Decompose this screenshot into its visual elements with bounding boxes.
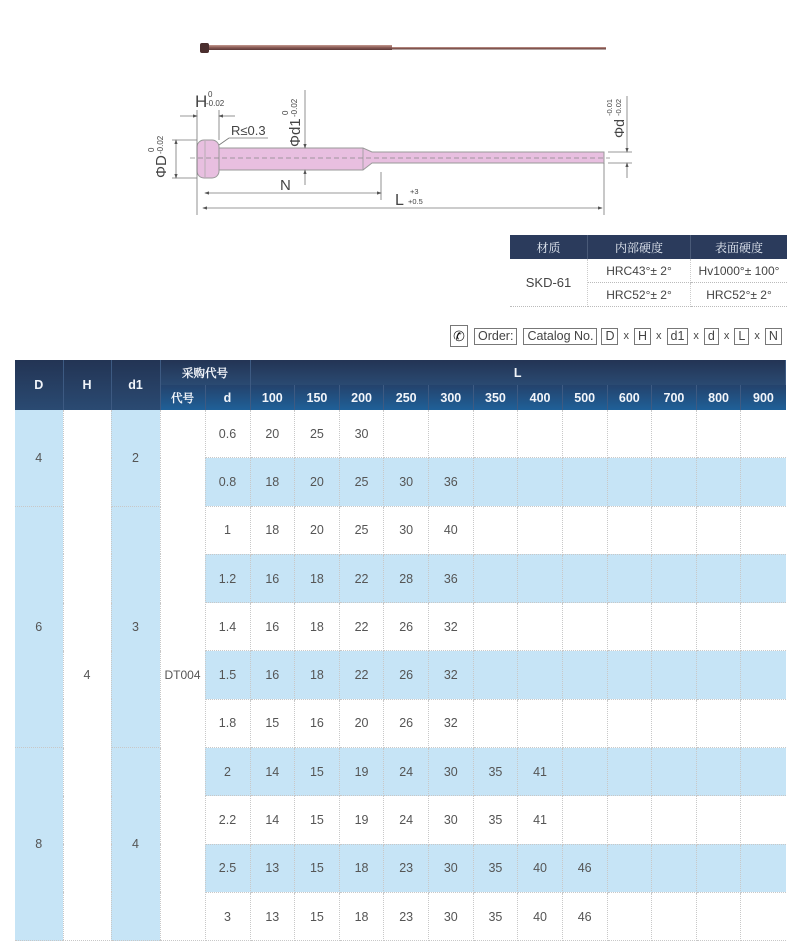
header-d1: d1 xyxy=(111,360,160,410)
cell-N: 18 xyxy=(339,844,384,892)
cell-N: 18 xyxy=(339,892,384,940)
cell-N: 25 xyxy=(295,410,340,458)
cell-N xyxy=(562,506,607,554)
cell-N xyxy=(518,506,563,554)
cell-D: 6 xyxy=(15,506,63,747)
cell-N: 20 xyxy=(339,699,384,747)
cell-N xyxy=(652,506,697,554)
cell-N xyxy=(518,651,563,699)
small-d-tol-upper: -0.01 xyxy=(605,98,614,116)
internal-hardness-header: 内部硬度 xyxy=(588,235,691,259)
cell-N xyxy=(741,748,786,796)
cell-N: 32 xyxy=(429,651,474,699)
cell-N xyxy=(696,410,741,458)
cell-N xyxy=(696,651,741,699)
table-row xyxy=(15,748,786,796)
table-row xyxy=(15,506,786,554)
order-field-d: D xyxy=(601,328,618,345)
cell-N xyxy=(473,651,518,699)
n-label: N xyxy=(280,177,291,194)
l-tol-lower: +0.5 xyxy=(408,197,423,206)
cell-N: 35 xyxy=(473,892,518,940)
cell-N xyxy=(607,892,652,940)
cell-N: 15 xyxy=(295,844,340,892)
cell-N: 28 xyxy=(384,554,429,602)
cell-N: 36 xyxy=(429,554,474,602)
cell-N xyxy=(652,651,697,699)
cell-N: 16 xyxy=(250,603,295,651)
cell-N xyxy=(652,699,697,747)
cell-N: 19 xyxy=(339,796,384,844)
cell-d: 2.5 xyxy=(205,844,250,892)
cell-N: 23 xyxy=(384,844,429,892)
cell-N xyxy=(562,748,607,796)
cell-N xyxy=(741,458,786,506)
cell-N: 46 xyxy=(562,892,607,940)
cell-N xyxy=(696,458,741,506)
cell-N xyxy=(384,410,429,458)
cell-N: 46 xyxy=(562,844,607,892)
cell-d: 1.5 xyxy=(205,651,250,699)
h-label: H xyxy=(195,92,208,111)
cell-d: 2 xyxy=(205,748,250,796)
table-row xyxy=(15,410,786,458)
header-L-100: 100 xyxy=(250,385,295,410)
cell-d: 3 xyxy=(205,892,250,940)
l-tol-upper: +3 xyxy=(410,187,419,196)
header-L-400: 400 xyxy=(518,385,563,410)
cell-N xyxy=(607,651,652,699)
cell-N: 18 xyxy=(295,554,340,602)
cell-H: 4 xyxy=(63,410,111,941)
header-L-800: 800 xyxy=(696,385,741,410)
cell-d1: 2 xyxy=(111,410,160,506)
cell-N xyxy=(473,410,518,458)
cell-N xyxy=(741,506,786,554)
cell-N xyxy=(473,603,518,651)
cell-N: 25 xyxy=(339,506,384,554)
cell-N xyxy=(652,796,697,844)
cell-N: 30 xyxy=(384,506,429,554)
separator: x xyxy=(723,330,730,342)
cell-d: 0.6 xyxy=(205,410,250,458)
cell-N xyxy=(652,554,697,602)
cell-N: 32 xyxy=(429,603,474,651)
d-tol-upper: 0 xyxy=(147,147,156,152)
cell-N xyxy=(473,458,518,506)
header-L-700: 700 xyxy=(652,385,697,410)
cell-N: 30 xyxy=(429,748,474,796)
cell-N xyxy=(741,651,786,699)
header-L-500: 500 xyxy=(562,385,607,410)
cell-N: 35 xyxy=(473,748,518,796)
cell-N xyxy=(741,410,786,458)
header-L-600: 600 xyxy=(607,385,652,410)
cell-N: 20 xyxy=(250,410,295,458)
cell-N xyxy=(473,699,518,747)
cell-N xyxy=(741,699,786,747)
phone-icon: ✆ xyxy=(450,325,468,347)
cell-N: 15 xyxy=(250,699,295,747)
separator: x xyxy=(623,330,629,342)
cell-N xyxy=(607,699,652,747)
cell-N xyxy=(696,844,741,892)
material-header: 材质 xyxy=(510,235,588,259)
cell-N xyxy=(607,506,652,554)
cell-N xyxy=(741,796,786,844)
d-label: ΦD xyxy=(153,155,170,178)
order-label: Order: xyxy=(474,328,517,345)
d1-label: Φd1 xyxy=(287,118,304,147)
header-L-300: 300 xyxy=(429,385,474,410)
cell-d: 0.8 xyxy=(205,458,250,506)
cell-N: 15 xyxy=(295,796,340,844)
cell-N xyxy=(518,458,563,506)
header-d: d xyxy=(205,385,250,410)
cell-N: 24 xyxy=(384,796,429,844)
cell-N xyxy=(562,651,607,699)
order-field-n: N xyxy=(765,328,782,345)
cell-N: 14 xyxy=(250,748,295,796)
cell-N: 30 xyxy=(429,844,474,892)
cell-N xyxy=(518,699,563,747)
header-purchase-code: 采购代号 xyxy=(160,360,250,385)
cell-N: 26 xyxy=(384,651,429,699)
order-field-d1: d1 xyxy=(667,328,689,345)
cell-N xyxy=(518,410,563,458)
cell-N xyxy=(652,410,697,458)
material-table xyxy=(510,235,787,307)
cell-N: 16 xyxy=(250,554,295,602)
cell-N: 18 xyxy=(250,506,295,554)
technical-drawing xyxy=(0,0,791,225)
cell-N xyxy=(562,410,607,458)
cell-N: 19 xyxy=(339,748,384,796)
cell-N xyxy=(562,796,607,844)
cell-N: 15 xyxy=(295,748,340,796)
cell-N: 18 xyxy=(295,651,340,699)
h-tol-upper: 0 xyxy=(208,90,213,99)
cell-N: 24 xyxy=(384,748,429,796)
cell-N: 26 xyxy=(384,603,429,651)
cell-N: 13 xyxy=(250,892,295,940)
cell-N: 18 xyxy=(250,458,295,506)
header-code: 代号 xyxy=(160,385,205,410)
cell-N xyxy=(652,748,697,796)
cell-N xyxy=(696,748,741,796)
spec-table xyxy=(15,360,786,941)
cell-N xyxy=(652,603,697,651)
pin-head xyxy=(197,140,219,178)
cell-N: 18 xyxy=(295,603,340,651)
cell-N: 36 xyxy=(429,458,474,506)
order-field-l: L xyxy=(734,328,749,345)
cell-d: 1.8 xyxy=(205,699,250,747)
header-L-200: 200 xyxy=(339,385,384,410)
h-tol-lower: -0.02 xyxy=(206,99,225,108)
cell-N xyxy=(741,603,786,651)
cell-N: 30 xyxy=(384,458,429,506)
cell-N xyxy=(696,892,741,940)
cell-N xyxy=(696,796,741,844)
cell-d: 1.4 xyxy=(205,603,250,651)
cell-N xyxy=(607,410,652,458)
cell-N xyxy=(562,458,607,506)
cell-N: 13 xyxy=(250,844,295,892)
cell-N xyxy=(473,554,518,602)
cell-N: 26 xyxy=(384,699,429,747)
cell-N: 32 xyxy=(429,699,474,747)
cell-N xyxy=(607,603,652,651)
cell-N xyxy=(562,603,607,651)
cell-N xyxy=(518,554,563,602)
header-L: L xyxy=(250,360,786,385)
small-d-tol-lower: -0.02 xyxy=(614,98,623,116)
cell-N xyxy=(607,458,652,506)
header-L-900: 900 xyxy=(741,385,786,410)
pin-shaft xyxy=(219,148,604,170)
cell-d: 1 xyxy=(205,506,250,554)
separator: x xyxy=(656,330,662,342)
cell-N xyxy=(696,554,741,602)
cell-N xyxy=(429,410,474,458)
cell-N: 16 xyxy=(295,699,340,747)
cell-N: 22 xyxy=(339,603,384,651)
cell-N xyxy=(696,603,741,651)
cell-d1: 4 xyxy=(111,748,160,941)
cell-D: 4 xyxy=(15,410,63,506)
cell-N xyxy=(741,844,786,892)
surface-hardness-value: HRC52°± 2° xyxy=(691,283,788,307)
cell-N xyxy=(607,844,652,892)
cell-N: 16 xyxy=(250,651,295,699)
cell-N xyxy=(652,458,697,506)
cell-N xyxy=(562,699,607,747)
order-field-h: H xyxy=(634,328,651,345)
internal-hardness-value: HRC43°± 2° xyxy=(588,259,691,283)
cell-N xyxy=(652,892,697,940)
cell-N xyxy=(607,748,652,796)
cell-N xyxy=(741,892,786,940)
cell-code: DT004 xyxy=(160,410,205,941)
cell-N: 40 xyxy=(429,506,474,554)
order-format xyxy=(450,326,784,346)
separator: x xyxy=(693,330,699,342)
cell-N: 30 xyxy=(429,796,474,844)
cell-N xyxy=(652,844,697,892)
header-L-250: 250 xyxy=(384,385,429,410)
cell-d1: 3 xyxy=(111,506,160,747)
cell-D: 8 xyxy=(15,748,63,941)
cell-N xyxy=(696,506,741,554)
surface-hardness-header: 表面硬度 xyxy=(691,235,788,259)
cell-N: 30 xyxy=(429,892,474,940)
cell-N: 25 xyxy=(339,458,384,506)
cell-N: 15 xyxy=(295,892,340,940)
l-label: L xyxy=(395,192,404,209)
cell-N: 22 xyxy=(339,651,384,699)
cell-N: 23 xyxy=(384,892,429,940)
cell-d: 1.2 xyxy=(205,554,250,602)
cell-N: 14 xyxy=(250,796,295,844)
d-tol-lower: -0.02 xyxy=(156,135,165,154)
cell-N: 20 xyxy=(295,458,340,506)
cell-N xyxy=(607,554,652,602)
cell-N: 35 xyxy=(473,796,518,844)
cell-N: 35 xyxy=(473,844,518,892)
header-H: H xyxy=(63,360,111,410)
header-D: D xyxy=(15,360,63,410)
separator: x xyxy=(754,330,760,342)
material-row xyxy=(510,259,787,283)
cell-N xyxy=(741,554,786,602)
material-value: SKD-61 xyxy=(510,259,588,307)
internal-hardness-value: HRC52°± 2° xyxy=(588,283,691,307)
cell-N xyxy=(607,796,652,844)
catalog-no-box: Catalog No. xyxy=(523,328,597,345)
d1-tol-upper: 0 xyxy=(281,110,290,115)
cell-N xyxy=(562,554,607,602)
header-L-150: 150 xyxy=(295,385,340,410)
cell-N xyxy=(518,603,563,651)
cell-N: 40 xyxy=(518,892,563,940)
cell-N: 41 xyxy=(518,796,563,844)
pin-outline xyxy=(190,140,610,178)
r-label: R≤0.3 xyxy=(231,123,266,138)
cell-d: 2.2 xyxy=(205,796,250,844)
d1-tol-lower: -0.02 xyxy=(290,98,299,117)
cell-N: 20 xyxy=(295,506,340,554)
small-d-label: Φd xyxy=(611,119,627,138)
cell-N: 41 xyxy=(518,748,563,796)
cell-N: 30 xyxy=(339,410,384,458)
surface-hardness-value: Hv1000°± 100° xyxy=(691,259,788,283)
cell-N: 40 xyxy=(518,844,563,892)
cell-N: 22 xyxy=(339,554,384,602)
order-field-small-d: d xyxy=(704,328,719,345)
header-L-350: 350 xyxy=(473,385,518,410)
cell-N xyxy=(696,699,741,747)
cell-N xyxy=(473,506,518,554)
